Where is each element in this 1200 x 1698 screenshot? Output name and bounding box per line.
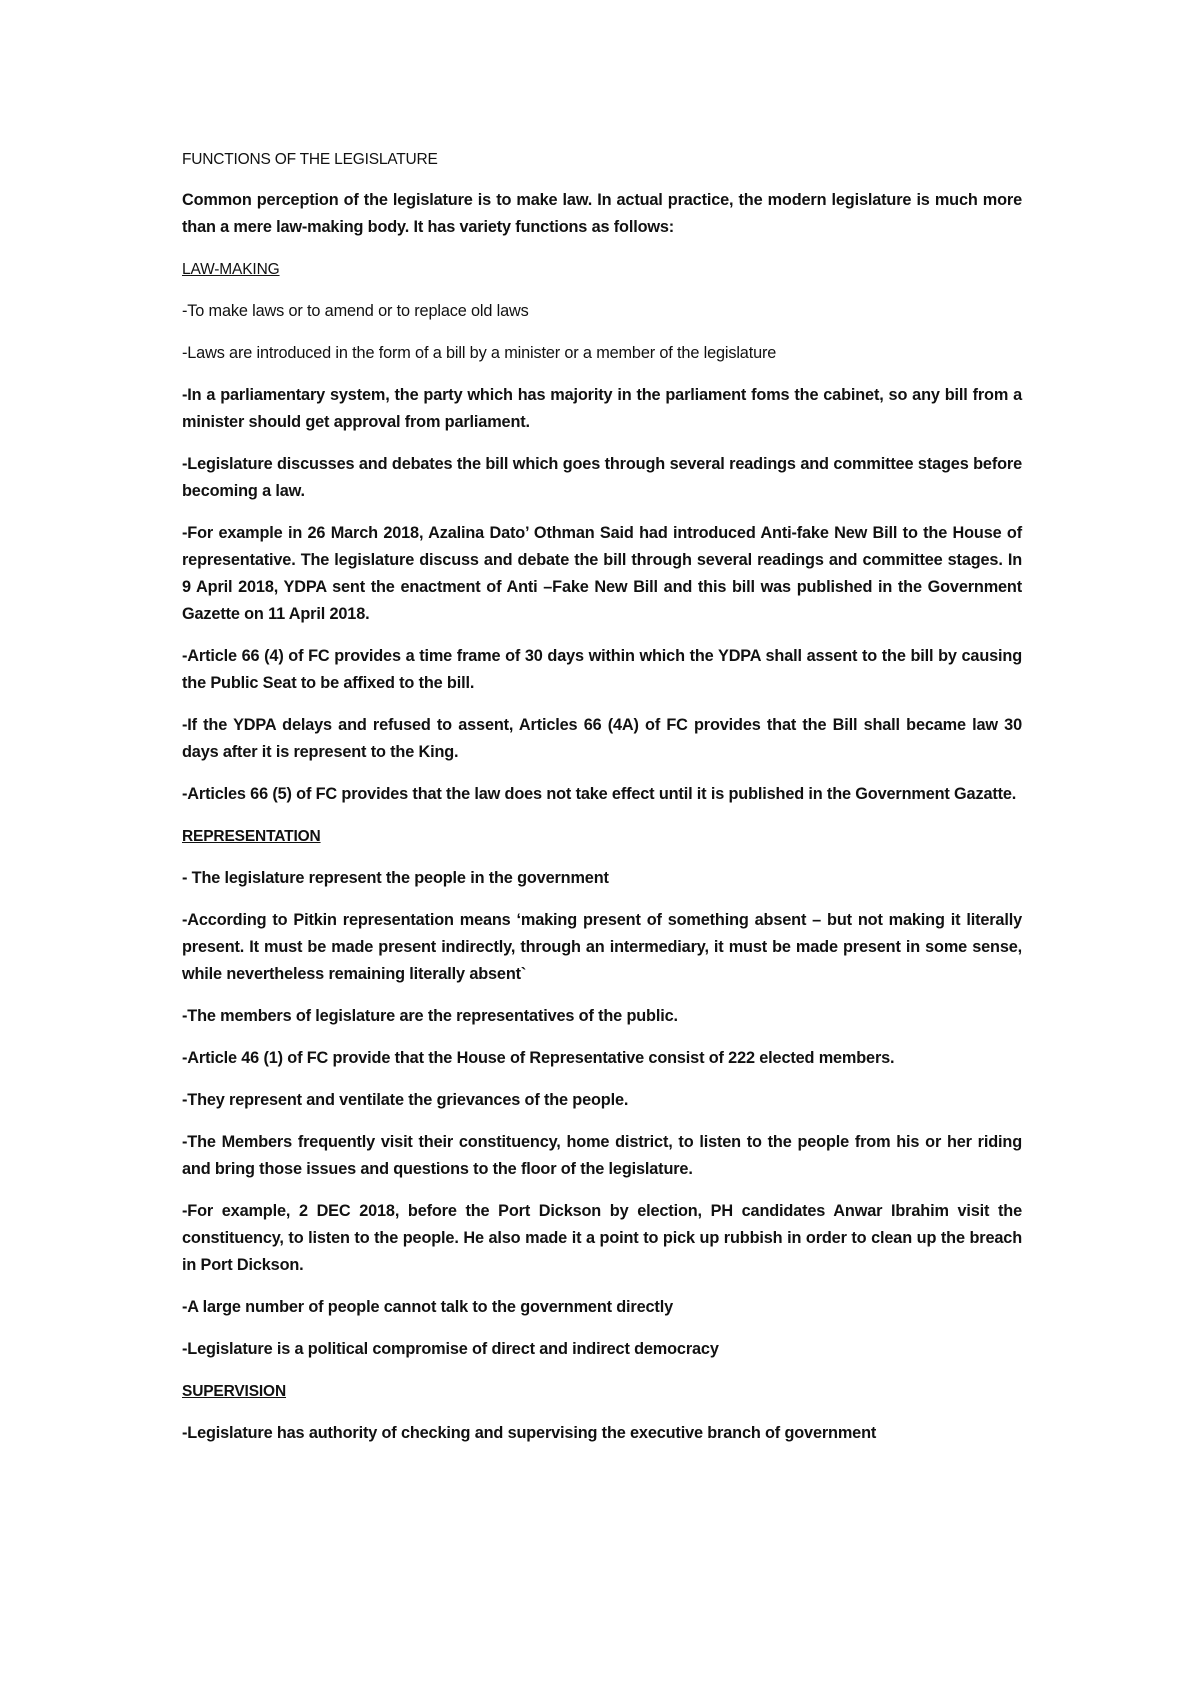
law-making-paragraph: -Laws are introduced in the form of a bill by a minister or a member of the legislature <box>182 344 777 362</box>
representation-paragraph: -Legislature is a political compromise of direct and indirect democracy <box>182 1340 719 1358</box>
section-heading-supervision: SUPERVISION <box>182 1383 287 1400</box>
representation-paragraph: -The Members frequently visit their constituency, home district, to listen to the people from his or her riding and bring those issues and questions to the floor of the legislature. <box>182 1133 1022 1178</box>
representation-paragraph: -For example, 2 DEC 2018, before the Port Dickson by election, PH candidates Anwar Ibrahim visit the constituency, to listen to the people. He also made it a point to pick up rubbish in order to clean up the breach in Port Dickson. <box>182 1202 1022 1274</box>
document-body <box>182 146 1022 1462</box>
section-heading-representation: REPRESENTATION <box>182 828 321 845</box>
representation-paragraph: -Article 46 (1) of FC provide that the House of Representative consist of 222 elected members. <box>182 1049 895 1067</box>
representation-paragraph: -They represent and ventilate the grievances of the people. <box>182 1091 629 1109</box>
representation-paragraph: -According to Pitkin representation means ‘making present of something absent – but not making it literally present. It must be made present indirectly, through an intermediary, it must be made present in some sense, while nevertheless remaining literally absent` <box>182 911 1022 983</box>
supervision-paragraph: -Legislature has authority of checking and supervising the executive branch of government <box>182 1424 877 1442</box>
intro-paragraph: Common perception of the legislature is to make law. In actual practice, the modern legislature is much more than a mere law-making body. It has variety functions as follows: <box>182 191 1022 236</box>
law-making-paragraph: -Article 66 (4) of FC provides a time frame of 30 days within which the YDPA shall assent to the bill by causing the Public Seat to be affixed to the bill. <box>182 647 1022 692</box>
law-making-paragraph: -Articles 66 (5) of FC provides that the law does not take effect until it is published in the Government Gazatte. <box>182 785 1017 803</box>
law-making-paragraph: -Legislature discusses and debates the bill which goes through several readings and committee stages before becoming a law. <box>182 455 1022 500</box>
law-making-paragraph: -If the YDPA delays and refused to assent, Articles 66 (4A) of FC provides that the Bill shall became law 30 days after it is represent to the King. <box>182 716 1022 761</box>
document-title: FUNCTIONS OF THE LEGISLATURE <box>182 151 438 168</box>
law-making-paragraph: -To make laws or to amend or to replace old laws <box>182 302 529 320</box>
representation-paragraph: -A large number of people cannot talk to the government directly <box>182 1298 673 1316</box>
representation-paragraph: -The members of legislature are the representatives of the public. <box>182 1007 678 1025</box>
representation-paragraph: - The legislature represent the people in the government <box>182 869 609 887</box>
law-making-paragraph: -For example in 26 March 2018, Azalina Dato’ Othman Said had introduced Anti-fake New Bill to the House of representative. The legislature discuss and debate the bill through several readings and committee stages. In 9 April 2018, YDPA sent the enactment of Anti –Fake New Bill and this bill was published in the Government Gazette on 11 April 2018. <box>182 524 1022 623</box>
section-heading-law-making: LAW-MAKING <box>182 261 280 278</box>
law-making-paragraph: -In a parliamentary system, the party which has majority in the parliament foms the cabinet, so any bill from a minister should get approval from parliament. <box>182 386 1022 431</box>
